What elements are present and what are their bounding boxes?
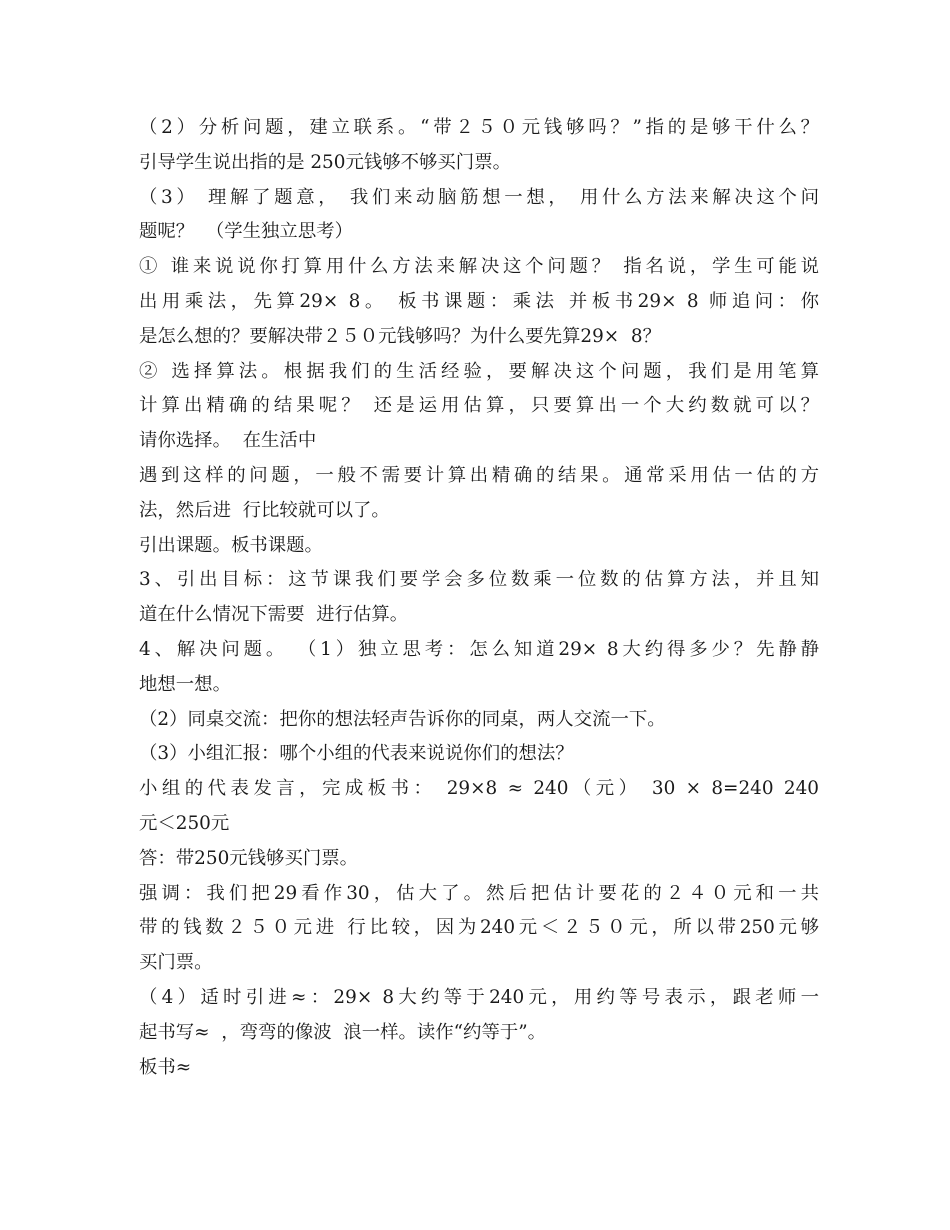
text-line: （3）小组汇报：哪个小组的代表来说说你们的想法？	[139, 743, 574, 765]
text-line: （2）分析问题，建立联系。“带２５０元钱够吗？”指的是够干什么？	[139, 117, 819, 138]
text-line: 答：带250元钱够买门票。	[139, 847, 359, 869]
text-line: 带的钱数２５０元进 行比较，因为240元＜２５０元，所以带250元够	[139, 917, 819, 939]
text-line: 请你选择。 在生活中	[139, 430, 317, 452]
text-line: 3、引出目标：这节课我们要学会多位数乘一位数的估算方法，并且知	[139, 569, 819, 591]
text-line: 起书写≈ ，弯弯的像波 浪一样。读作“约等于”。	[139, 1021, 547, 1043]
text-line: 引导学生说出指的是 250元钱够不够买门票。	[139, 151, 511, 173]
text-line: 元＜250元	[139, 812, 230, 834]
text-line: 道在什么情况下需要 进行估算。	[139, 604, 409, 626]
text-line: 引出课题。板书课题。	[139, 534, 323, 556]
text-line: 遇到这样的问题，一般不需要计算出精确的结果。通常采用估一估的方	[139, 464, 819, 486]
text-line: 小组的代表发言，完成板书： 29×8 ≈ 240（元） 30 × 8=240 240	[139, 778, 819, 800]
text-line: 题呢？ （学生独立思考）	[139, 221, 353, 243]
text-line: 法，然后进 行比较就可以了。	[139, 499, 390, 521]
text-line: 出用乘法，先算29× 8。 板书课题：乘法 并板书29× 8 师追问：你	[139, 290, 819, 312]
text-line: ② 选择算法。根据我们的生活经验，要解决这个问题，我们是用笔算	[139, 360, 819, 382]
text-line: （2）同桌交流：把你的想法轻声告诉你的同桌，两人交流一下。	[139, 708, 666, 730]
text-line: 4、解决问题。 （1）独立思考：怎么知道29× 8大约得多少？先静静	[139, 638, 819, 660]
text-line: （4）适时引进≈：29× 8大约等于240元，用约等号表示，跟老师一	[139, 986, 819, 1008]
text-line: ① 谁来说说你打算用什么方法来解决这个问题？ 指名说，学生可能说	[139, 256, 819, 278]
text-line: 地想一想。	[139, 673, 231, 695]
text-line: 是怎么想的？要解决带２５０元钱够吗？为什么要先算29× 8？	[139, 325, 661, 347]
text-line: 买门票。	[139, 952, 213, 974]
text-line: （3） 理解了题意， 我们来动脑筋想一想， 用什么方法来解决这个问	[139, 186, 819, 208]
document-body	[139, 111, 819, 1085]
text-line: 板书≈	[139, 1056, 192, 1078]
text-line: 计算出精确的结果呢？ 还是运用估算，只要算出一个大约数就可以？	[139, 395, 819, 417]
text-line: 强调：我们把29看作30，估大了。然后把估计要花的２４０元和一共	[139, 882, 819, 904]
